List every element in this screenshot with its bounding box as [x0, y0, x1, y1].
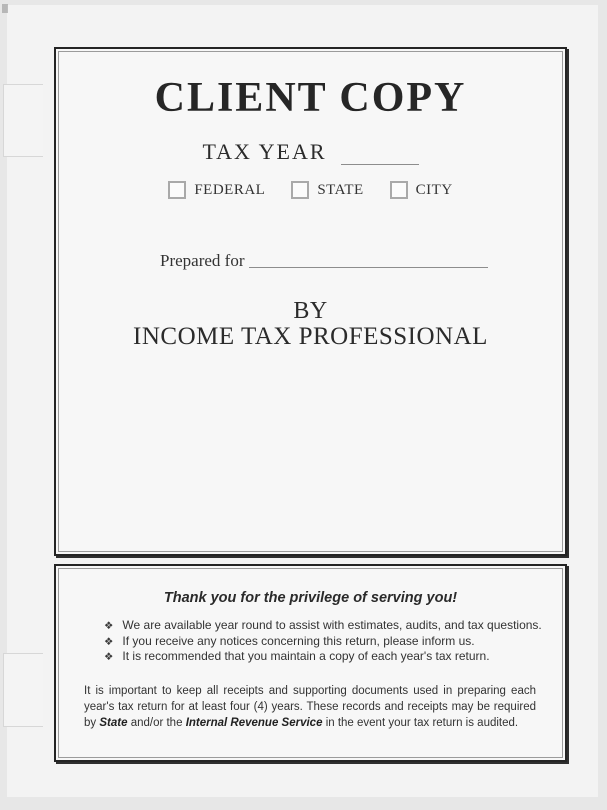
diamond-bullet-icon: ❖: [104, 651, 114, 663]
footer-panel: [54, 564, 567, 762]
footer-heading: Thank you for the privilege of serving you!: [163, 590, 458, 606]
prepared-for-blank-line: [249, 266, 489, 268]
cover-panel: [54, 47, 567, 556]
prepared-for-row: [160, 251, 562, 271]
checkbox-item-city: [390, 181, 453, 199]
preparer-name: INCOME TAX PROFESSIONAL: [133, 323, 488, 350]
list-item: [104, 634, 550, 650]
checkbox-item-state: [291, 181, 363, 199]
list-item: [104, 649, 550, 665]
bullet-text: We are available year round to assist with estimates, audits, and tax questions.: [122, 618, 542, 632]
corner-mark: [2, 4, 8, 13]
tax-year-label: TAX YEAR: [202, 139, 327, 164]
tax-year-blank-line: [341, 144, 419, 165]
disclaimer-text: and/or the: [130, 717, 183, 729]
federal-checkbox: [168, 181, 186, 199]
city-checkbox-label: CITY: [415, 181, 453, 198]
disclaimer-text: in the event your tax return is audited.: [325, 717, 519, 729]
city-checkbox: [390, 181, 408, 199]
prepared-for-label: Prepared for: [160, 251, 245, 270]
tax-year-row: [59, 139, 562, 165]
disclaimer-text: It is important to keep all receipts and supporting documents used in preparing each year's tax return for at least four (4) years. These records and receipts may be required by: [84, 685, 536, 729]
checkbox-item-federal: [168, 181, 265, 199]
list-item: [104, 618, 550, 634]
state-checkbox-label: STATE: [317, 181, 364, 198]
bullet-text: If you receive any notices concerning this return, please inform us.: [122, 633, 475, 648]
diamond-bullet-icon: ❖: [104, 620, 114, 632]
jurisdiction-checkbox-row: [59, 181, 562, 199]
disclaimer-emphasis-irs: Internal Revenue Service: [185, 717, 323, 729]
page-title: CLIENT COPY: [154, 75, 467, 121]
state-checkbox: [291, 181, 309, 199]
folder-tab-bottom: [3, 653, 43, 727]
records-disclaimer: [84, 683, 536, 731]
folder-tab-top: [3, 84, 43, 157]
footer-bullet-list: [104, 618, 550, 665]
federal-checkbox-label: FEDERAL: [194, 181, 266, 198]
bullet-text: It is recommended that you maintain a copy of each year's tax return.: [122, 649, 490, 663]
diamond-bullet-icon: ❖: [104, 635, 114, 648]
footer-panel-inner: [58, 568, 563, 758]
cover-panel-inner: [58, 51, 563, 552]
disclaimer-emphasis-state: State: [99, 717, 128, 729]
by-label: BY: [293, 298, 328, 324]
